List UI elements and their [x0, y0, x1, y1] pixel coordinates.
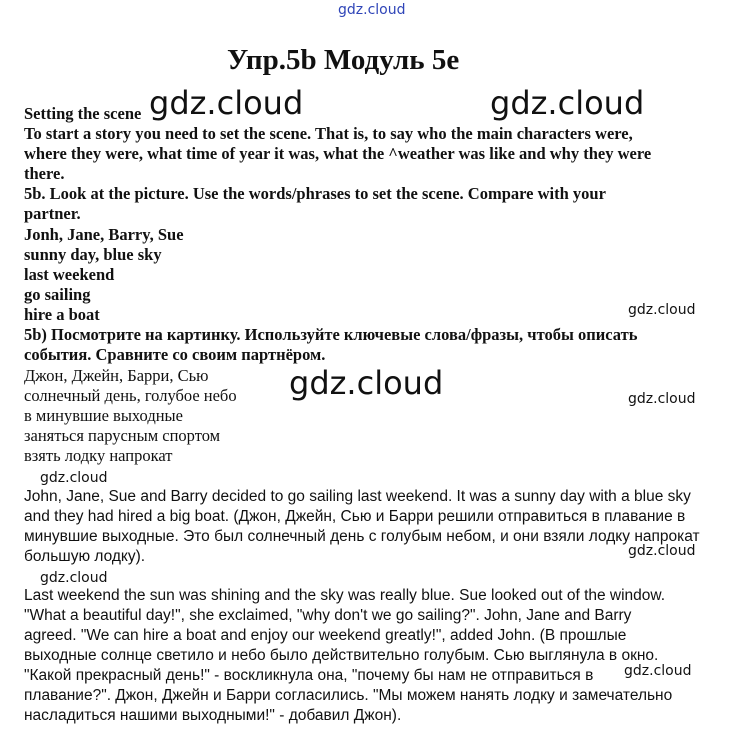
task-en-line: partner.: [24, 204, 81, 223]
answer1-line: John, Jane, Sue and Barry decided to go sailing last weekend. It was a sunny day with a blue sky: [24, 488, 691, 505]
answer2-line: "What a beautiful day!", she exclaimed, "why don't we go sailing?". John, Jane and Barry: [24, 607, 632, 624]
setting-heading: Setting the scene: [24, 104, 142, 123]
phrase-ru: солнечный день, голубое небо: [24, 386, 237, 405]
watermark: gdz.cloud: [490, 84, 645, 122]
phrase-ru: заняться парусным спортом: [24, 426, 221, 445]
watermark: gdz.cloud: [628, 302, 696, 318]
task-en-line: 5b. Look at the picture. Use the words/phrases to set the scene. Compare with your: [24, 184, 606, 203]
task-ru-line: 5b) Посмотрите на картинку. Используйте ключевые слова/фразы, чтобы описать: [24, 325, 638, 344]
watermark: gdz.cloud: [628, 391, 696, 407]
task-ru-line: события. Сравните со своим партнёром.: [24, 345, 326, 364]
phrase-en: last weekend: [24, 265, 115, 284]
watermark: gdz.cloud: [289, 364, 444, 402]
phrase-ru: в минувшие выходные: [24, 406, 183, 425]
answer1-line: минувшие выходные. Это был солнечный день с голубым небом, и они взяли лодку напрокат: [24, 528, 700, 545]
watermark-top: gdz.cloud: [338, 2, 406, 18]
phrase-en: go sailing: [24, 285, 91, 304]
watermark: gdz.cloud: [149, 84, 304, 122]
phrase-en: hire a boat: [24, 305, 100, 324]
watermark: gdz.cloud: [40, 570, 108, 586]
phrase-en: Jonh, Jane, Barry, Sue: [24, 225, 184, 244]
phrase-ru: взять лодку напрокат: [24, 446, 173, 465]
answer2-line: Last weekend the sun was shining and the sky was really blue. Sue looked out of the window.: [24, 587, 666, 604]
watermark: gdz.cloud: [628, 543, 696, 559]
intro-line: To start a story you need to set the scene. That is, to say who the main characters were,: [24, 124, 633, 143]
phrase-ru: Джон, Джейн, Барри, Сью: [24, 366, 209, 385]
answer2-line: выходные солнце светило и небо было действительно голубым. Сью выглянула в окно.: [24, 647, 659, 664]
intro-line: where they were, what time of year it was, what the ^weather was like and why they were: [24, 144, 652, 163]
page-title: Упр.5b Модуль 5e: [227, 44, 460, 76]
answer1-line: and they had hired a big boat. (Джон, Джейн, Сью и Барри решили отправиться в плавание в: [24, 508, 686, 525]
answer2-line: плавание?". Джон, Джейн и Барри согласились. "Мы можем нанять лодку и замечательно: [24, 687, 673, 704]
answer2-line: "Какой прекрасный день!" - воскликнула она, "почему бы нам не отправиться в: [24, 667, 594, 684]
phrase-en: sunny day, blue sky: [24, 245, 162, 264]
answer2-line: agreed. "We can hire a boat and enjoy our weekend greatly!", added John. (В прошлые: [24, 627, 627, 644]
intro-line: there.: [24, 164, 65, 183]
answer2-line: насладиться нашими выходными!" - добавил Джон).: [24, 707, 402, 724]
watermark: gdz.cloud: [624, 663, 692, 679]
answer1-line: большую лодку).: [24, 548, 146, 565]
watermark: gdz.cloud: [40, 470, 108, 486]
